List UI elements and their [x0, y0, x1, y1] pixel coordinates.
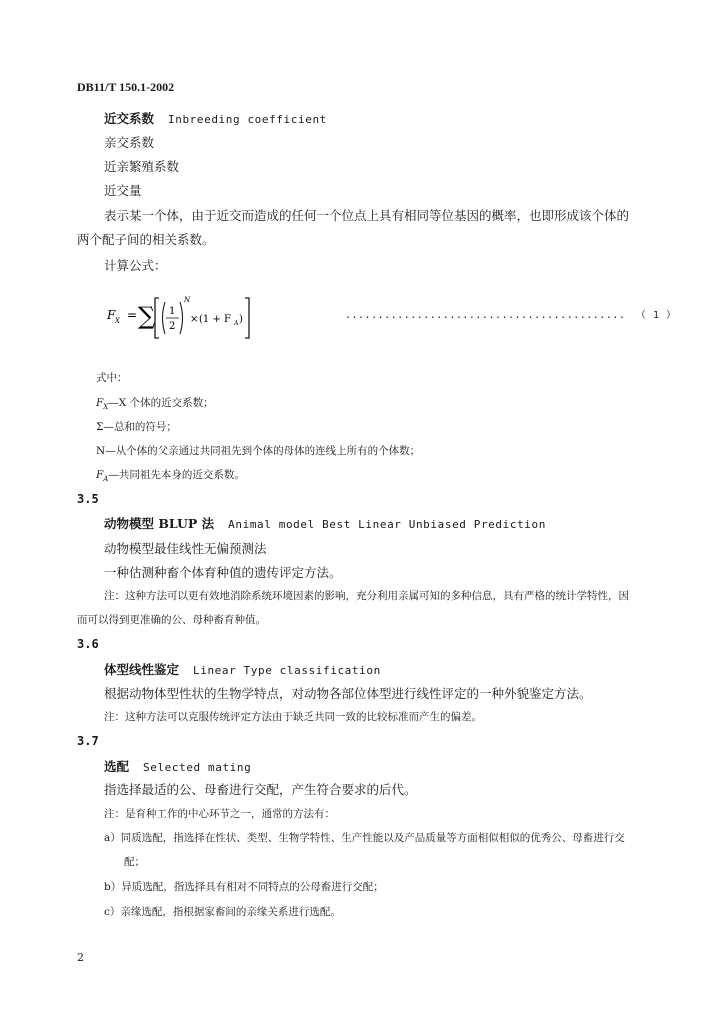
- section-number-3-6: 3.6: [77, 637, 99, 651]
- term-name-en: Animal model Best Linear Unbiased Prediction: [228, 518, 546, 531]
- term-name-cn: 选配: [104, 759, 130, 774]
- equation-number: （ 1 ）: [635, 310, 677, 321]
- linear-type-note: 注：这种方法可以克服传统评定方法由于缺乏共同一致的比较标准而产生的偏差。: [104, 711, 482, 723]
- section-number-3-7: 3.7: [77, 734, 99, 748]
- synonym-2: 近亲繁殖系数: [104, 159, 180, 174]
- var-fa: $F_A—$共同祖先本身的近交系数。: [96, 469, 245, 484]
- right-paren: [180, 302, 183, 334]
- var-sigma: Σ—总和的符号；: [96, 421, 177, 433]
- equation-leader: [345, 306, 676, 321]
- formula-exponent: N: [184, 296, 191, 304]
- term-heading-inbreeding: [104, 109, 327, 127]
- formula-close: ): [239, 314, 243, 325]
- linear-type-definition: 根据动物体型性状的生物学特点，对动物各部位体型进行线性评定的一种外貌鉴定方法。: [104, 686, 592, 701]
- list-item-c: c）亲缘选配，指根据家畜间的亲缘关系进行选配。: [104, 906, 341, 918]
- term-heading-linear-type: [104, 660, 381, 678]
- formula-1: [105, 288, 285, 343]
- term-name-cn: 体型线性鉴定: [104, 662, 180, 677]
- formula-lhs: F: [107, 308, 116, 322]
- synonym-3: 近交量: [104, 183, 142, 198]
- term-name-en: Selected mating: [143, 761, 252, 774]
- selected-mating-definition: 指选择最适的公、母畜进行交配，产生符合要求的后代。: [104, 782, 417, 797]
- term-name-en: Inbreeding coefficient: [168, 113, 327, 126]
- selected-mating-note: 注：是育种工作的中心环节之一，通常的方法有：: [104, 808, 335, 820]
- page-number: 2: [77, 951, 84, 964]
- term-heading-blup: [104, 514, 546, 532]
- formula-one-plus: (1 + F: [199, 314, 231, 325]
- formula-times: ×: [190, 314, 199, 325]
- fraction-denominator: 2: [169, 321, 176, 332]
- term-name-cn: 动物模型 BLUP 法: [104, 516, 215, 531]
- term-heading-selected-mating: [104, 757, 251, 775]
- formula-lhs-sub: X: [115, 317, 120, 325]
- fraction-numerator: 1: [169, 306, 176, 317]
- definition-line-2: 两个配子间的相关系数。: [77, 232, 215, 247]
- right-bracket: [245, 298, 249, 338]
- var-fx: $F_X—X$ 个体的近交系数；: [96, 397, 214, 412]
- blup-definition: 一种估测种畜个体育种值的遗传评定方法。: [104, 565, 342, 580]
- list-item-a-line-1: a）同质选配，指选择在性状、类型、生物学特性、生产性能以及产品质量等方面相似相似的优秀公、母畜进行交: [104, 832, 625, 844]
- blup-note-line-1: 注：这种方法可以更有效地消除系统环境因素的影响，充分利用亲属可知的多种信息，具有严格的统计学特性，因: [104, 590, 629, 602]
- blup-synonym: 动物模型最佳线性无偏预测法: [104, 541, 267, 556]
- formula-svg: [105, 288, 285, 343]
- section-number-3-5: 3.5: [77, 492, 99, 506]
- blup-note-line-2: 而可以得到更准确的公、母种畜育种值。: [77, 614, 266, 626]
- where-label: 式中：: [96, 372, 128, 384]
- list-item-a-line-2: 配；: [124, 856, 145, 868]
- formula-fa-sub: A: [234, 320, 239, 327]
- synonym-1: 亲交系数: [104, 135, 155, 150]
- formula-sum-sign: ∑: [138, 302, 156, 330]
- list-item-b: b）异质选配，指选择具有相对不同特点的公母畜进行交配；: [104, 881, 384, 893]
- equation-dots: ...........................................: [345, 310, 626, 321]
- term-name-en: Linear Type classification: [193, 664, 381, 677]
- formula-intro: 计算公式：: [104, 258, 167, 273]
- left-paren: [163, 302, 166, 334]
- document-code: DB11/T 150.1-2002: [77, 80, 175, 94]
- formula-equals: =: [127, 308, 138, 322]
- var-n: N—从个体的父亲通过共同祖先到个体的母体的连线上所有的个体数；: [96, 445, 421, 457]
- definition-line-1: 表示某一个体，由于近交而造成的任何一个位点上具有相同等位基因的概率，也即形成该个体的: [104, 208, 630, 223]
- term-name-cn: 近交系数: [104, 111, 155, 126]
- left-bracket: [155, 298, 159, 338]
